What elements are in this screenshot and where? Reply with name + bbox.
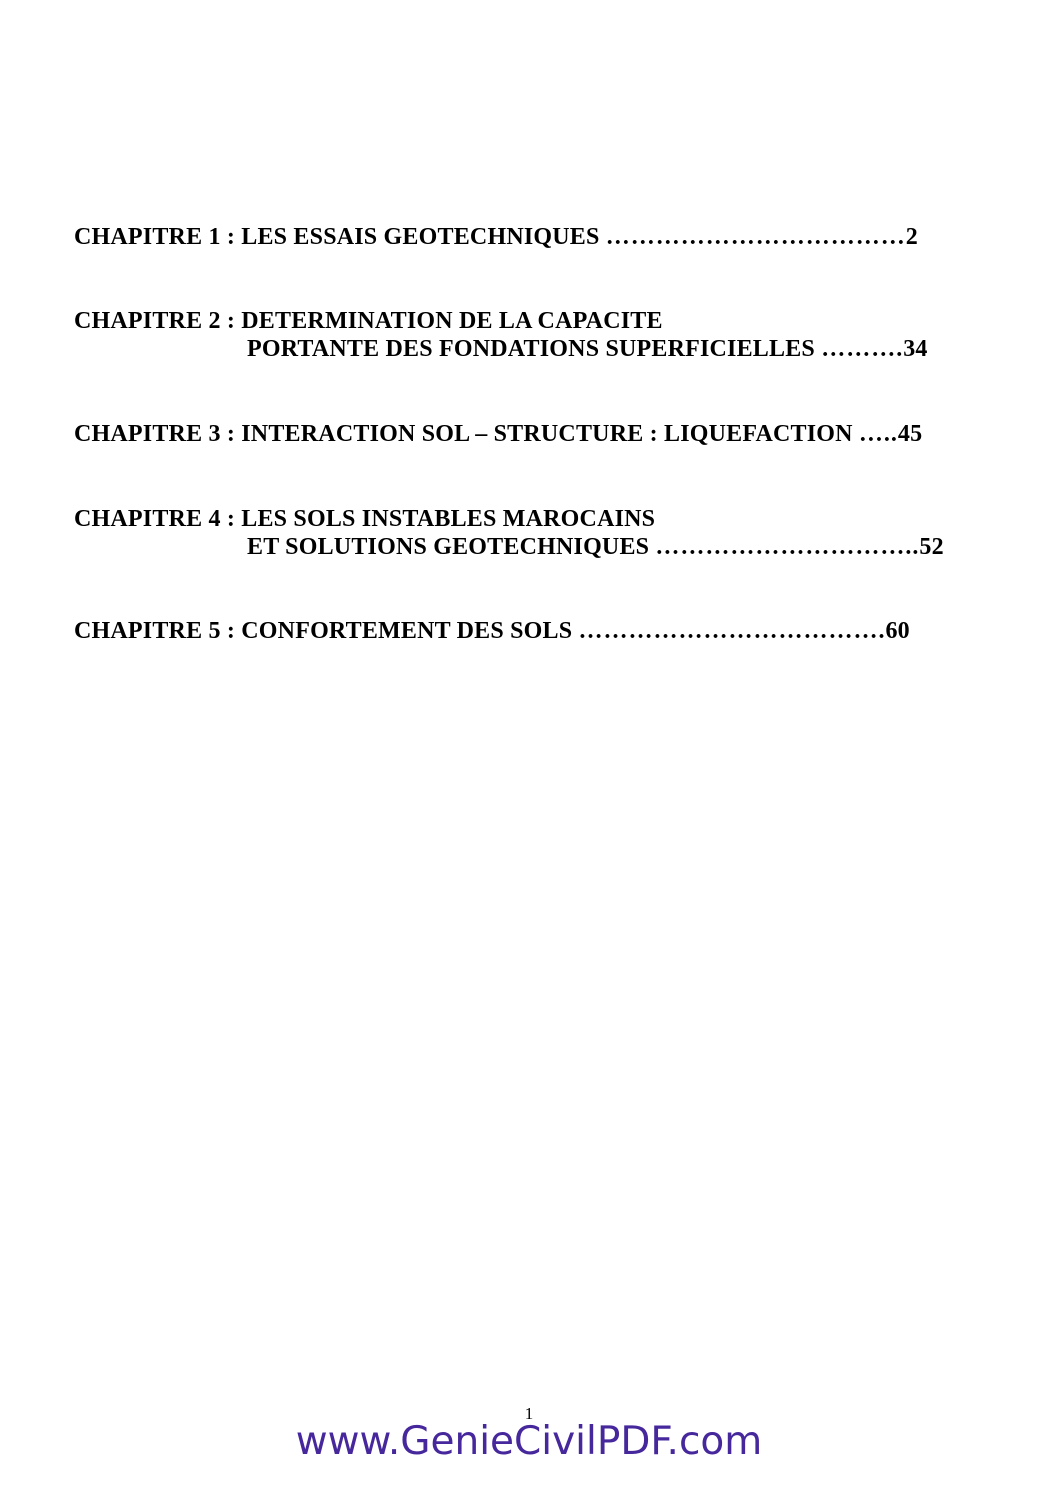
toc-entry-chapitre-2 [74,307,1058,363]
watermark-link[interactable]: www.GenieCivilPDF.com [295,1419,763,1464]
toc-page-number: 34 [903,336,928,362]
toc-page-number: 52 [919,534,944,560]
toc-page-number: 2 [905,224,918,250]
footer-page-number: 1 [524,1404,534,1423]
toc-page-number: 60 [885,618,910,644]
toc-dot-leader: ………. [821,336,904,362]
toc-title: CHAPITRE 2 : DETERMINATION DE LA CAPACITE [74,308,663,334]
toc-title: CHAPITRE 5 : CONFORTEMENT DES SOLS [74,618,579,644]
toc-title: CHAPITRE 1 : LES ESSAIS GEOTECHNIQUES [74,224,606,250]
toc-title: CHAPITRE 3 : INTERACTION SOL – STRUCTURE : LIQUEFACTION [74,421,859,447]
toc-entry-chapitre-4 [74,505,1058,561]
toc-dot-leader: ……………………………… [605,224,906,250]
toc-entry-chapitre-3 [74,420,1058,448]
toc-title-continuation: ET SOLUTIONS GEOTECHNIQUES [247,534,656,560]
toc-title: CHAPITRE 4 : LES SOLS INSTABLES MAROCAINS [74,506,656,532]
toc-entry-chapitre-5 [74,617,1058,645]
toc-title-continuation: PORTANTE DES FONDATIONS SUPERFICIELLES [247,336,822,362]
toc-entry-chapitre-1 [74,223,1058,251]
toc-page-number: 45 [897,421,923,447]
toc-dot-leader: ………………………….. [655,534,920,560]
toc-dot-leader: ….. [858,421,898,447]
toc-dot-leader: ………………………………. [578,618,886,644]
